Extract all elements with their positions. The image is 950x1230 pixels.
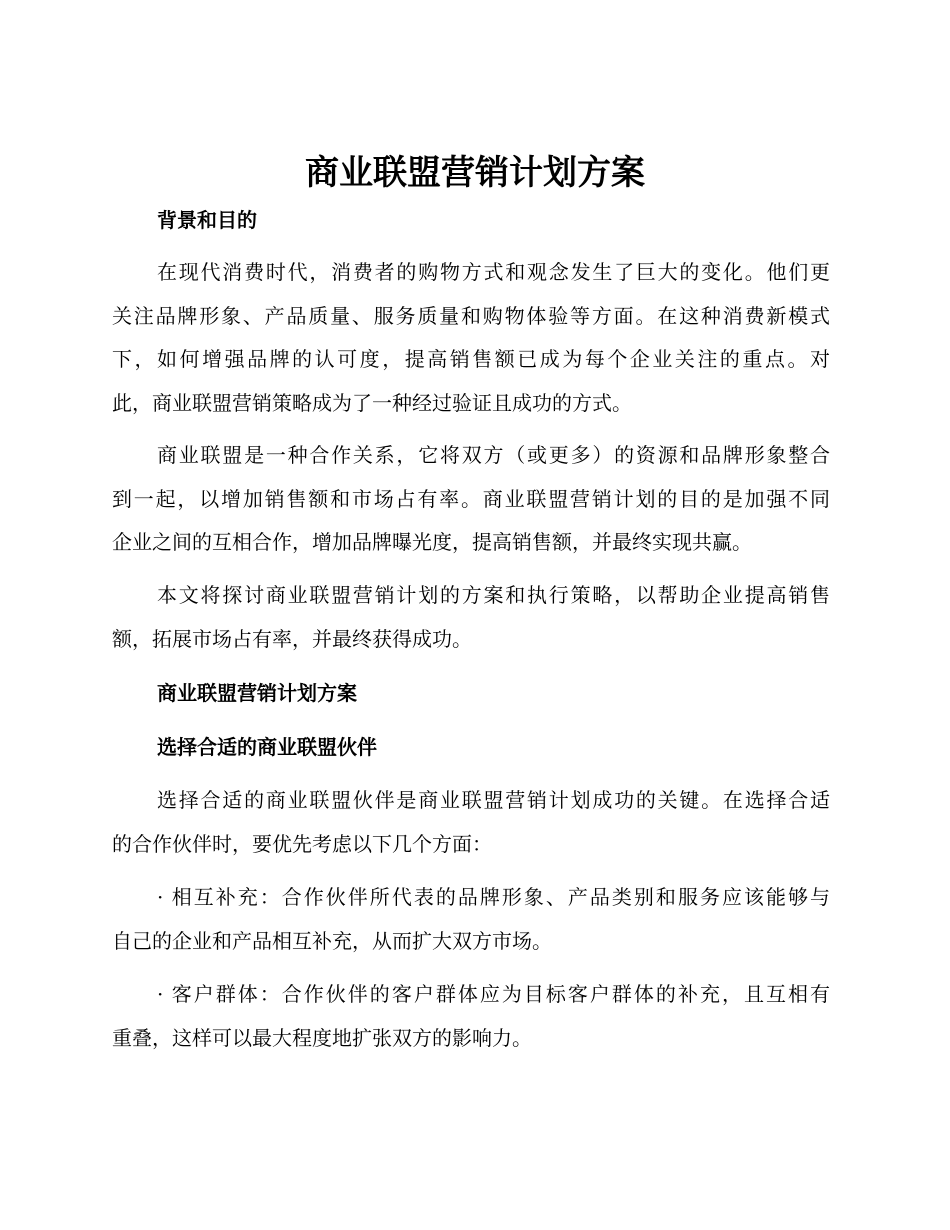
paragraph-line: 额，拓展市场占有率，并最终获得成功。 xyxy=(112,626,472,651)
paragraph-line: 本文将探讨商业联盟营销计划的方案和执行策略，以帮助企业提高销售 xyxy=(157,583,830,607)
paragraph-line: 企业之间的互相合作，增加品牌曝光度，提高销售额，并最终实现共赢。 xyxy=(112,530,752,554)
paragraph-line: 到一起，以增加销售额和市场占有率。商业联盟营销计划的目的是加强不同 xyxy=(112,486,830,511)
paragraph-line: · 客户群体：合作伙伴的客户群体应为目标客户群体的补充，且互相有 xyxy=(157,982,830,1006)
paragraph-background-3 xyxy=(112,574,830,661)
paragraph-line: 下，如何增强品牌的认可度，提高销售额已成为每个企业关注的重点。对 xyxy=(112,347,830,371)
paragraph-line: 在现代消费时代，消费者的购物方式和观念发生了巨大的变化。他们更 xyxy=(157,260,830,284)
paragraph-line: 的合作伙伴时，要优先考虑以下几个方面： xyxy=(112,831,492,856)
paragraph-line: 关注品牌形象、产品质量、服务质量和购物体验等方面。在这种消费新模式 xyxy=(112,303,830,328)
paragraph-line: · 相互补充：合作伙伴所代表的品牌形象、产品类别和服务应该能够与 xyxy=(157,885,830,909)
paragraph-line: 选择合适的商业联盟伙伴是商业联盟营销计划成功的关键。在选择合适 xyxy=(157,788,830,812)
paragraph-line: 自己的企业和产品相互补充，从而扩大双方市场。 xyxy=(112,928,552,953)
section-heading-plan: 商业联盟营销计划方案 xyxy=(157,681,357,705)
paragraph-background-2 xyxy=(112,434,830,565)
paragraph-background-1 xyxy=(112,251,830,425)
paragraph-line: 重叠，这样可以最大程度地扩张双方的影响力。 xyxy=(112,1025,532,1050)
section-heading-background: 背景和目的 xyxy=(157,208,257,232)
section-heading-partner-selection: 选择合适的商业联盟伙伴 xyxy=(157,735,377,759)
paragraph-line: 此，商业联盟营销策略成为了一种经过验证且成功的方式。 xyxy=(112,390,632,415)
paragraph-partner-intro xyxy=(112,779,830,866)
paragraph-line: 商业联盟是一种合作关系，它将双方（或更多）的资源和品牌形象整合 xyxy=(157,443,830,467)
document-title: 商业联盟营销计划方案 xyxy=(305,153,645,193)
bullet-customer-base xyxy=(112,973,830,1060)
bullet-complementary xyxy=(112,876,830,963)
